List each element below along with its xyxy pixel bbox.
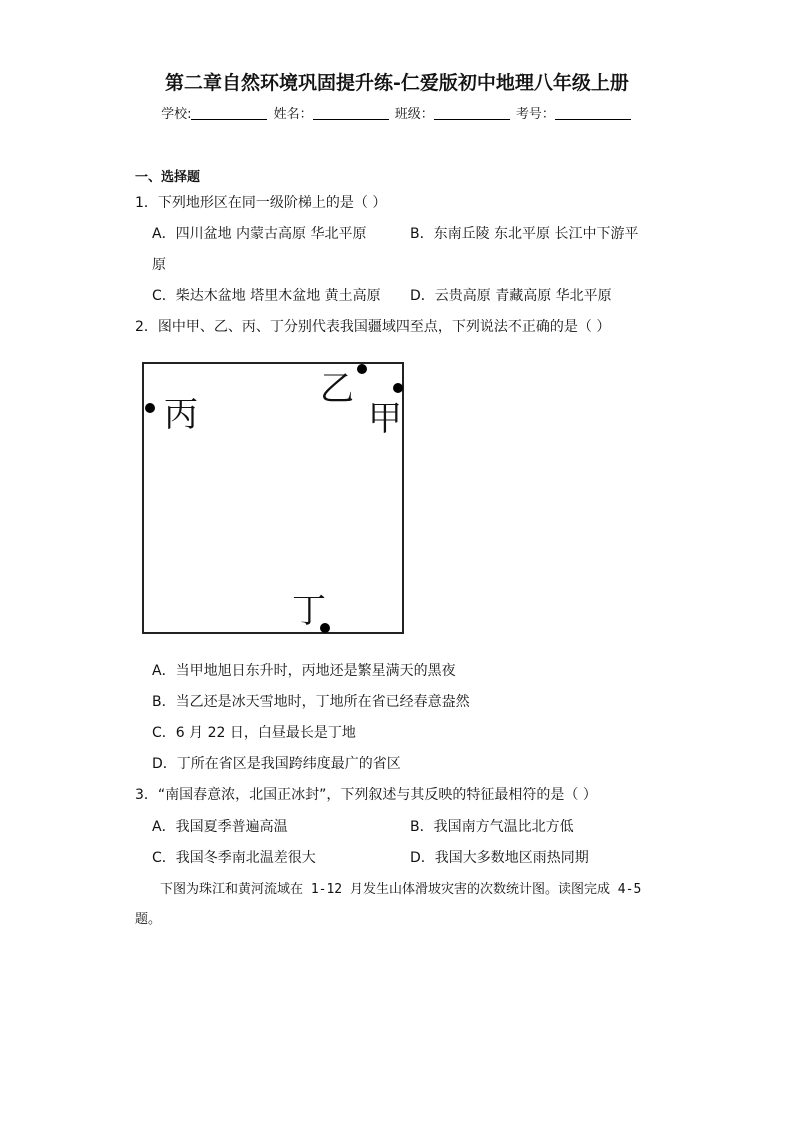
label-yi: 乙	[320, 369, 354, 409]
q1-option-a: A．四川盆地 内蒙古高原 华北平原	[152, 226, 367, 242]
name-blank[interactable]	[313, 107, 389, 120]
label-bing: 丙	[164, 395, 198, 435]
q2-stem: 2．图中甲、乙、丙、丁分别代表我国疆域四至点，下列说法不正确的是（ ）	[135, 319, 611, 335]
point-jia-dot	[393, 383, 403, 393]
q3-option-a: A．我国夏季普遍高温	[152, 819, 288, 835]
section-heading: 一、选择题	[135, 170, 201, 185]
point-bing-dot	[145, 403, 155, 413]
q1-option-d: D．云贵高原 青藏高原 华北平原	[410, 288, 612, 304]
class-label: 班级：	[394, 107, 434, 122]
class-blank[interactable]	[434, 107, 510, 120]
territory-map	[142, 362, 404, 634]
q3-option-d: D．我国大多数地区雨热同期	[410, 850, 589, 866]
q2-option-b: B．当乙还是冰天雪地时，丁地所在省已经春意盎然	[152, 694, 470, 710]
q45-intro-line2: 题。	[135, 912, 162, 927]
q2-option-d: D．丁所在省区是我国跨纬度最广的省区	[152, 756, 401, 772]
q1-stem: 1．下列地形区在同一级阶梯上的是（ ）	[135, 195, 387, 211]
q45-intro-line1: 下图为珠江和黄河流域在 1-12 月发生山体滑坡灾害的次数统计图。读图完成 4-5	[160, 882, 642, 897]
number-blank[interactable]	[555, 107, 631, 120]
school-blank[interactable]	[191, 107, 267, 120]
name-label: 姓名：	[273, 107, 313, 122]
q3-option-c: C．我国冬季南北温差很大	[152, 850, 316, 866]
q2-option-c: C．6 月 22 日，白昼最长是丁地	[152, 725, 356, 741]
q2-option-a: A．当甲地旭日东升时，丙地还是繁星满天的黑夜	[152, 663, 456, 679]
number-label: 考号：	[515, 107, 555, 122]
q1-option-b: B．东南丘陵 东北平原 长江中下游平	[410, 226, 639, 242]
q3-stem: 3．“南国春意浓，北国正冰封”，下列叙述与其反映的特征最相符的是（ ）	[135, 787, 597, 803]
label-jia: 甲	[368, 399, 402, 439]
student-info-fields	[0, 103, 794, 122]
page-title: 第二章自然环境巩固提升练-仁爱版初中地理八年级上册	[165, 72, 629, 94]
label-ding: 丁	[292, 591, 326, 631]
point-yi-dot	[357, 364, 367, 374]
q3-option-b: B．我国南方气温比北方低	[410, 819, 574, 835]
school-label: 学校:	[161, 107, 192, 122]
q1-option-b-cont: 原	[152, 257, 166, 273]
q1-option-c: C．柴达木盆地 塔里木盆地 黄土高原	[152, 288, 381, 304]
